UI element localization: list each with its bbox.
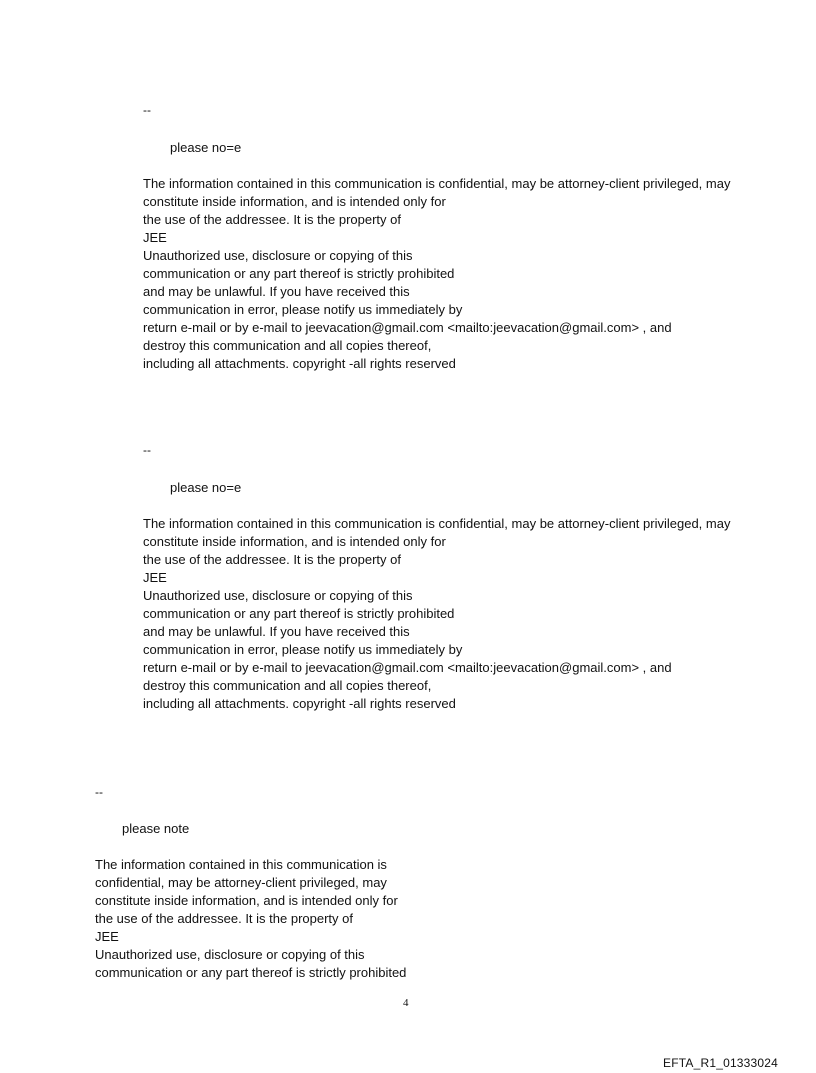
disclaimer-line: including all attachments. copyright -all rights reserved (143, 696, 456, 711)
disclaimer-line: The information contained in this communication is confidential, may be attorney-client privileged, may (143, 516, 731, 531)
signature-separator: -- (143, 443, 151, 457)
disclaimer-line: destroy this communication and all copies thereof, (143, 338, 432, 353)
page-number: 4 (403, 997, 409, 1009)
disclaimer-line: JEE (143, 570, 167, 585)
disclaimer-line: communication or any part thereof is strictly prohibited (143, 606, 455, 621)
greeting-line: please note (122, 821, 190, 836)
disclaimer-line: Unauthorized use, disclosure or copying of this (95, 947, 365, 962)
disclaimer-line: constitute inside information, and is intended only for (95, 893, 398, 908)
signature-separator: -- (143, 103, 151, 117)
disclaimer-line: and may be unlawful. If you have received this (143, 284, 410, 299)
disclaimer-line: the use of the addressee. It is the property of (143, 552, 401, 567)
disclaimer-line: Unauthorized use, disclosure or copying of this (143, 588, 413, 603)
disclaimer-line: the use of the addressee. It is the property of (143, 212, 401, 227)
disclaimer-line: constitute inside information, and is intended only for (143, 194, 446, 209)
disclaimer-line: return e-mail or by e-mail to jeevacation@gmail.com <mailto:jeevacation@gmail.com> , and (143, 660, 672, 675)
disclaimer-line: Unauthorized use, disclosure or copying of this (143, 248, 413, 263)
disclaimer-line: the use of the addressee. It is the property of (95, 911, 353, 926)
disclaimer-line: including all attachments. copyright -all rights reserved (143, 356, 456, 371)
disclaimer-line: The information contained in this communication is confidential, may be attorney-client privileged, may (143, 176, 731, 191)
greeting-line: please no=e (170, 140, 242, 155)
disclaimer-line: confidential, may be attorney-client privileged, may (95, 875, 387, 890)
disclaimer-line: and may be unlawful. If you have received this (143, 624, 410, 639)
disclaimer-line: destroy this communication and all copies thereof, (143, 678, 432, 693)
disclaimer-line: communication in error, please notify us immediately by (143, 642, 463, 657)
disclaimer-line: communication or any part thereof is strictly prohibited (95, 965, 407, 980)
disclaimer-line: return e-mail or by e-mail to jeevacation@gmail.com <mailto:jeevacation@gmail.com> , and (143, 320, 672, 335)
disclaimer-line: The information contained in this communication is (95, 857, 387, 872)
disclaimer-line: JEE (143, 230, 167, 245)
disclaimer-line: communication in error, please notify us immediately by (143, 302, 463, 317)
document-id: EFTA_R1_01333024 (663, 1056, 779, 1070)
greeting-line: please no=e (170, 480, 242, 495)
signature-separator: -- (95, 785, 103, 799)
disclaimer-line: communication or any part thereof is strictly prohibited (143, 266, 455, 281)
disclaimer-line: JEE (95, 929, 119, 944)
disclaimer-line: constitute inside information, and is intended only for (143, 534, 446, 549)
